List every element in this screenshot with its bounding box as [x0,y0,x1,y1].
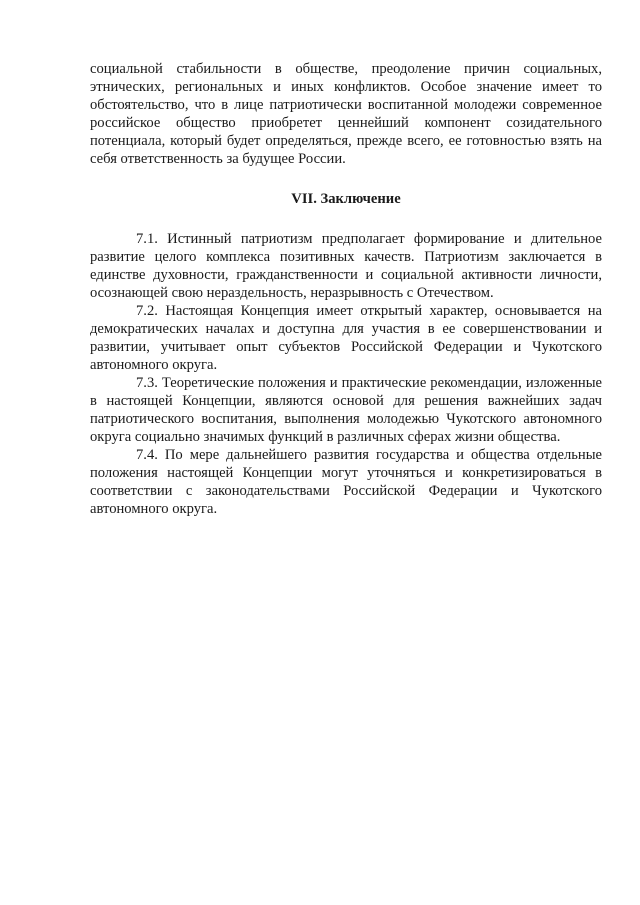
document-page [90,60,602,518]
paragraph-7-4: 7.4. По мере дальнейшего развития государства и общества отдельные положения настоящей Концепции могут уточняться и конкретизироваться в соответствии с законодательствами Российской Федерации и Чукотского автономного округа. [90,447,602,517]
paragraph-7-1: 7.1. Истинный патриотизм предполагает формирование и длительное развитие целого комплекса позитивных качеств. Патриотизм заключается в единстве духовности, гражданственности и социальной активности личности, осознающей свою нераздельность, неразрывность с Отечеством. [90,231,602,301]
paragraph-7-2: 7.2. Настоящая Концепция имеет открытый характер, основывается на демократических началах и доступна для участия в ее совершенствовании и развитии, учитывает опыт субъектов Российской Федерации и Чукотского автономного округа. [90,303,602,373]
section-heading: VII. Заключение [291,191,401,207]
paragraph-7-3: 7.3. Теоретические положения и практические рекомендации, изложенные в настоящей Концепции, являются основой для решения важнейших задач патриотического воспитания, выполнения молодежью Чукотского автономного округа социально значимых функций в различных сферах жизни общества. [90,375,602,445]
intro-paragraph: социальной стабильности в обществе, преодоление причин социальных, этнических, региональных и иных конфликтов. Особое значение имеет то обстоятельство, что в лице патриотически воспитанной молодежи современное российское общество приобретет ценнейший компонент созидательного потенциала, который будет определяться, прежде всего, ее готовностью взять на себя ответственность за будущее России. [90,61,602,167]
